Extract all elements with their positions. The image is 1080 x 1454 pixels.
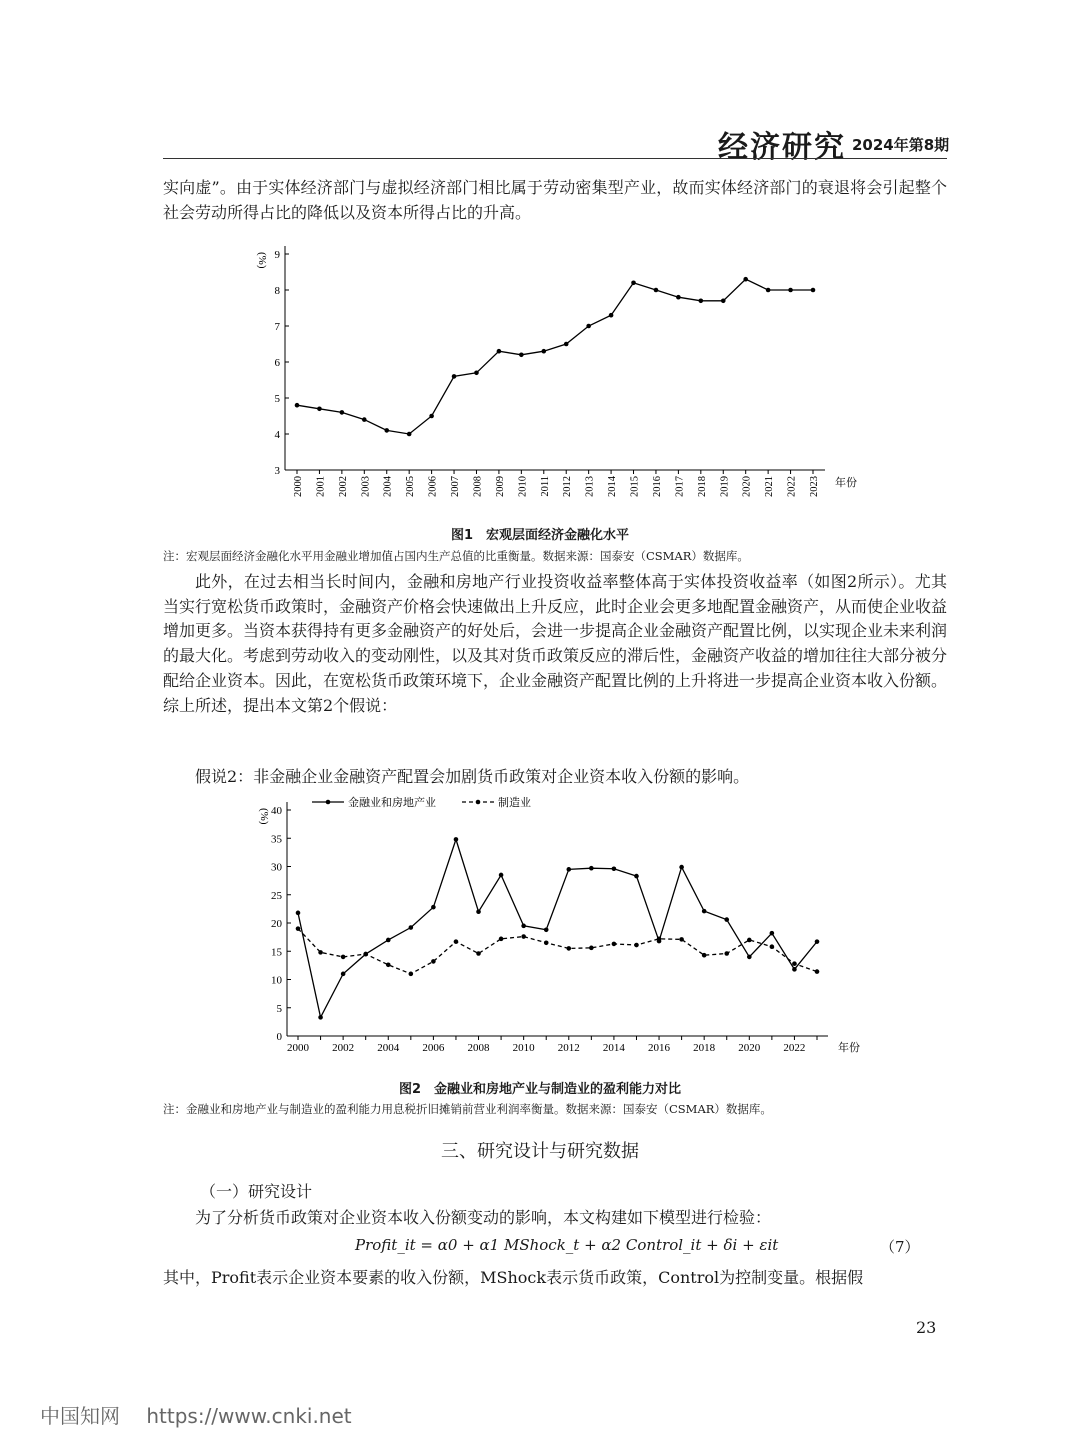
data-point — [631, 281, 636, 286]
data-point — [724, 917, 729, 922]
x-tick-label: 2010 — [512, 1042, 535, 1054]
data-point — [586, 324, 591, 329]
x-tick-label: 2022 — [786, 476, 798, 497]
data-point — [679, 865, 684, 870]
data-point — [634, 874, 639, 879]
y-tick-label: 30 — [271, 861, 282, 874]
data-point — [317, 407, 322, 412]
x-tick-label: 2005 — [405, 476, 417, 497]
data-point — [544, 927, 549, 932]
data-point — [341, 955, 346, 960]
data-point — [815, 969, 820, 974]
subsection-title: （一）研究设计 — [200, 1182, 313, 1201]
y-tick-label: 10 — [271, 974, 282, 987]
x-tick-label: 2009 — [494, 476, 506, 497]
data-point — [318, 1015, 323, 1020]
x-tick-label: 2020 — [741, 476, 753, 498]
x-axis-label: 年份 — [838, 1042, 860, 1054]
data-point — [589, 866, 594, 871]
x-tick-label: 2008 — [472, 476, 484, 497]
data-point — [519, 353, 524, 358]
data-point — [384, 428, 389, 433]
equation-7: Profit_it = α0 + α1 MShock_t + α2 Control_it + δi + εit — [355, 1236, 779, 1254]
paragraph-2: 此外，在过去相当长时间内，金融和房地产行业投资收益率整体高于实体投资收益率（如图2所示）。尤其当实行宽松货币政策时，金融资产价格会快速做出上升反应，此时企业会更多地配置金融资产，从而使企业收益增加更多。当资本获得持有更多金融资产的好处后，会进一步提高企业金融资产配置比例，以实现企业未来利润的最大化。考虑到劳动收入的变动刚性，以及其对货币政策反应的滞后性，金融资产收益的增加往往大部分被分配给企业资本。因此，在宽松货币政策环境下，企业金融资产配置比例的上升将进一步提高企业资本收入份额。综上所述，提出本文第2个假说： — [163, 572, 948, 715]
data-point — [454, 837, 459, 842]
section-title: 三、研究设计与研究数据 — [441, 1141, 639, 1162]
y-tick-label: 7 — [274, 321, 280, 333]
data-point — [724, 951, 729, 956]
x-tick-label: 2014 — [607, 476, 619, 497]
y-tick-label: 9 — [274, 249, 280, 261]
x-tick-label: 2000 — [293, 476, 304, 497]
equation-number: （7） — [880, 1238, 920, 1256]
x-tick-label: 2023 — [809, 476, 820, 497]
data-point — [702, 953, 707, 958]
legend-marker — [476, 800, 481, 805]
journal-logo: 经济研究 — [718, 130, 846, 165]
x-tick-label: 2011 — [539, 476, 551, 497]
x-tick-label: 2001 — [315, 476, 327, 497]
x-tick-label: 2006 — [422, 1042, 445, 1054]
x-tick-label: 2006 — [427, 476, 439, 497]
x-tick-label: 2007 — [450, 476, 462, 497]
y-tick-label: 4 — [274, 429, 280, 441]
series-line-1 — [297, 279, 813, 434]
data-point — [474, 371, 479, 376]
data-point — [766, 288, 771, 293]
data-point — [609, 313, 614, 318]
y-axis-unit: (%) — [258, 808, 270, 825]
series-line-1 — [298, 839, 817, 1017]
data-point — [654, 288, 659, 293]
x-tick-label: 2013 — [584, 476, 596, 497]
data-point — [521, 924, 526, 929]
footer-url[interactable]: https://www.cnki.net — [146, 1404, 352, 1428]
x-tick-label: 2022 — [783, 1042, 806, 1054]
x-tick-label: 2002 — [337, 476, 349, 497]
data-point — [679, 937, 684, 942]
y-tick-label: 0 — [276, 1031, 282, 1043]
data-point — [541, 349, 546, 354]
figure-1-note: 注：宏观层面经济金融化水平用金融业增加值占国内生产总值的比重衡量。数据来源：国泰安（CSMAR）数据库。 — [163, 549, 749, 563]
data-point — [429, 414, 434, 419]
data-point — [566, 867, 571, 872]
x-axis-label: 年份 — [835, 477, 857, 489]
x-tick-label: 2014 — [602, 1042, 625, 1054]
data-point — [721, 299, 726, 304]
data-point — [811, 288, 816, 293]
data-point — [341, 972, 346, 977]
data-point — [409, 972, 414, 977]
x-tick-label: 2000 — [287, 1042, 309, 1054]
data-point — [476, 909, 481, 914]
data-point — [792, 967, 797, 972]
y-tick-label: 8 — [274, 285, 280, 297]
y-tick-label: 6 — [274, 357, 280, 369]
data-point — [747, 955, 752, 960]
x-tick-label: 2012 — [557, 1042, 580, 1054]
figure-2-caption: 图2 金融业和房地产业与制造业的盈利能力对比 — [398, 1082, 682, 1097]
data-point — [409, 925, 414, 930]
y-tick-label: 40 — [271, 805, 282, 817]
data-point — [747, 938, 752, 943]
y-axis-unit: (%) — [256, 252, 268, 269]
hypothesis-2: 假说2：非金融企业金融资产配置会加剧货币政策对企业资本收入份额的影响。 — [195, 767, 750, 786]
x-tick-label: 2002 — [332, 1042, 355, 1054]
x-tick-label: 2019 — [719, 476, 731, 497]
paragraph-1: 实向虚”。由于实体经济部门与虚拟经济部门相比属于劳动密集型产业，故而实体经济部门的衰退将会引起整个社会劳动所得占比的降低以及资本所得占比的升高。 — [163, 178, 947, 222]
x-tick-label: 2012 — [562, 476, 574, 497]
data-point — [770, 944, 775, 949]
figure-1-chart — [240, 236, 880, 516]
data-point — [792, 961, 797, 966]
data-point — [521, 934, 526, 939]
y-tick-label: 20 — [271, 918, 282, 930]
data-point — [815, 939, 820, 944]
x-tick-label: 2021 — [764, 476, 776, 497]
data-point — [499, 873, 504, 878]
data-point — [497, 349, 502, 354]
x-tick-label: 2020 — [738, 1042, 761, 1054]
data-point — [612, 866, 617, 871]
data-point — [657, 937, 662, 942]
data-point — [770, 931, 775, 936]
data-point — [699, 299, 704, 304]
data-point — [295, 403, 300, 408]
x-tick-label: 2008 — [467, 1042, 490, 1054]
data-point — [318, 950, 323, 955]
data-point — [544, 940, 549, 945]
footer — [40, 1400, 352, 1429]
data-point — [634, 943, 639, 948]
series-line-2 — [298, 929, 817, 974]
data-point — [452, 374, 457, 379]
data-point — [589, 946, 594, 951]
data-point — [340, 410, 345, 415]
figure-2-note: 注：金融业和房地产业与制造业的盈利能力用息税折旧摊销前营业利润率衡量。数据来源：国泰安（CSMAR）数据库。 — [163, 1102, 772, 1116]
data-point — [566, 946, 571, 951]
page-number: 23 — [916, 1318, 937, 1337]
y-tick-label: 5 — [274, 393, 280, 405]
data-point — [296, 911, 301, 916]
data-point — [362, 417, 367, 422]
footer-site-name: 中国知网 — [40, 1404, 120, 1428]
figure-2-chart — [240, 792, 880, 1064]
x-tick-label: 2016 — [651, 476, 663, 497]
data-point — [386, 963, 391, 968]
data-point — [499, 937, 504, 942]
data-point — [296, 926, 301, 931]
x-tick-label: 2016 — [648, 1042, 671, 1054]
paragraph-5: 其中，Profit表示企业资本要素的收入份额，MShock表示货币政策，Control为控制变量。根据假 — [163, 1268, 864, 1287]
data-point — [407, 432, 412, 437]
data-point — [612, 942, 617, 947]
x-tick-label: 2010 — [517, 476, 529, 497]
header-rule — [163, 158, 947, 159]
data-point — [702, 909, 707, 914]
data-point — [564, 342, 569, 347]
x-tick-label: 2017 — [674, 476, 686, 497]
y-tick-label: 3 — [274, 465, 280, 477]
legend-marker — [326, 800, 331, 805]
data-point — [363, 952, 368, 957]
x-tick-label: 2015 — [629, 476, 641, 497]
issue-label: 2024年第8期 — [852, 136, 950, 154]
y-tick-label: 15 — [271, 946, 282, 959]
data-point — [431, 959, 436, 964]
legend-label-1: 金融业和房地产业 — [348, 797, 436, 809]
x-tick-label: 2018 — [693, 1042, 716, 1054]
x-tick-label: 2004 — [377, 1042, 400, 1054]
y-tick-label: 5 — [276, 1002, 282, 1015]
x-tick-label: 2003 — [360, 476, 372, 497]
y-tick-label: 25 — [271, 889, 282, 902]
data-point — [454, 939, 459, 944]
figure-1-caption: 图1 宏观层面经济金融化水平 — [450, 528, 630, 543]
y-tick-label: 35 — [271, 833, 282, 846]
x-tick-label: 2004 — [382, 476, 394, 497]
data-point — [788, 288, 793, 293]
x-tick-label: 2018 — [696, 476, 708, 497]
legend-label-2: 制造业 — [498, 797, 531, 809]
data-point — [431, 905, 436, 910]
data-point — [676, 295, 681, 300]
paragraph-4: 为了分析货币政策对企业资本收入份额变动的影响，本文构建如下模型进行检验： — [195, 1208, 772, 1227]
data-point — [476, 951, 481, 956]
data-point — [386, 938, 391, 943]
data-point — [743, 277, 748, 282]
